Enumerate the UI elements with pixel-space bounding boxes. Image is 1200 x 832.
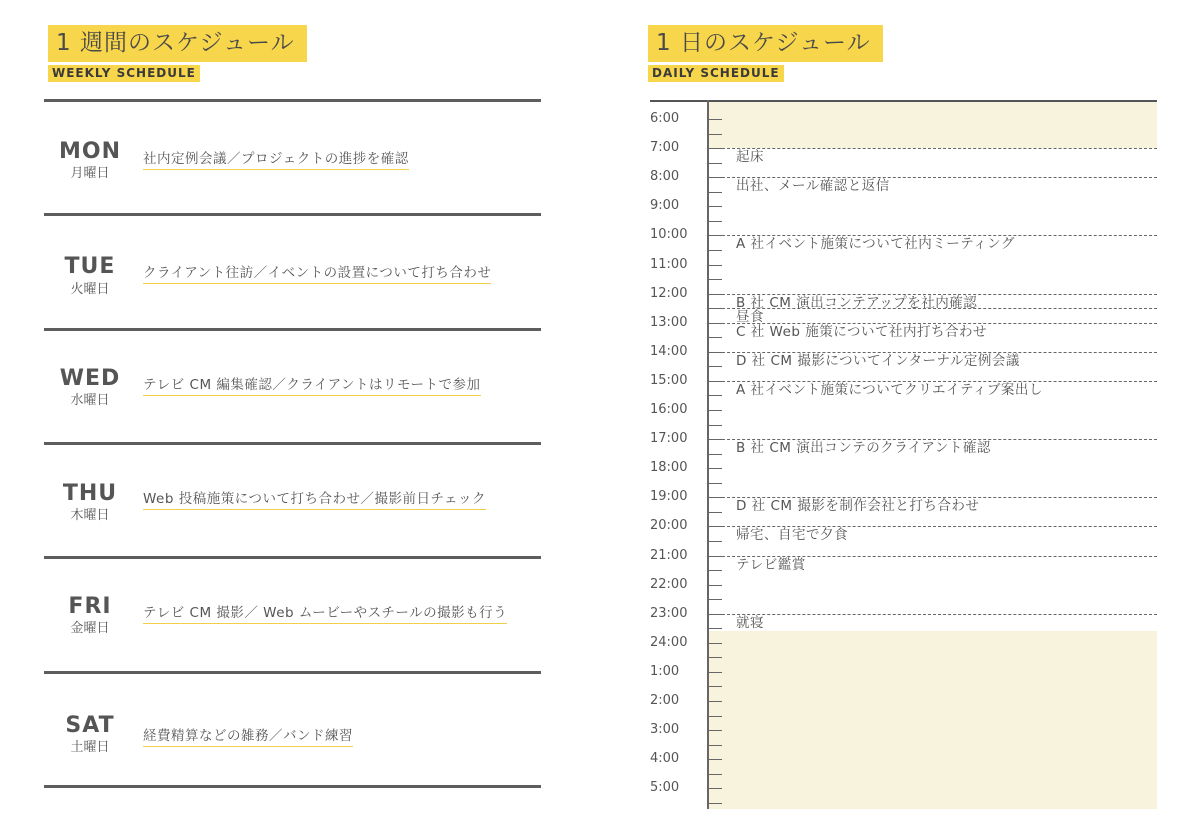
hour-label: 1:00 (650, 663, 680, 679)
hour-tick (709, 759, 722, 760)
half-hour-tick (709, 483, 722, 484)
half-hour-tick (709, 250, 722, 251)
daily-title: 1 日のスケジュール (648, 25, 883, 62)
day-label-fri: 金曜日 (70, 621, 110, 636)
hour-tick (709, 643, 722, 644)
half-hour-tick (709, 366, 722, 367)
event-separator (722, 148, 1157, 149)
half-hour-tick (709, 686, 722, 687)
day-label-tue: 火曜日 (70, 282, 110, 297)
hour-label: 6:00 (650, 111, 680, 126)
hour-tick (709, 352, 722, 353)
day-name-tue: TUE (64, 254, 116, 279)
hour-label: 3:00 (650, 722, 680, 738)
hour-label: 16:00 (650, 402, 688, 417)
hour-label: 4:00 (650, 751, 680, 767)
divider (44, 785, 541, 788)
schedule-event: A 社イベント施策について社内ミーティング (736, 236, 1015, 253)
hour-label: 14:00 (650, 343, 688, 359)
day-name-mon: MON (58, 139, 121, 164)
schedule-event: 帰宅、自宅で夕食 (736, 527, 848, 544)
schedule-event: A 社イベント施策についてクリエイティブ案出し (736, 381, 1043, 398)
hour-tick (709, 701, 722, 702)
daily-timeline (650, 100, 1157, 809)
hour-label: 12:00 (650, 285, 688, 301)
hour-label: 11:00 (650, 256, 688, 272)
hour-tick (709, 497, 722, 498)
daily-subtitle: DAILY SCHEDULE (648, 65, 784, 82)
schedule-event: 昼食 (736, 309, 764, 326)
hour-label: 10:00 (650, 227, 688, 243)
half-hour-tick (709, 541, 722, 542)
schedule-event: 出社、メール確認と返信 (736, 178, 890, 195)
hour-tick (709, 439, 722, 440)
divider (44, 213, 541, 216)
half-hour-tick (709, 337, 722, 338)
schedule-event: D 社 CM 撮影を制作会社と打ち合わせ (736, 498, 980, 515)
half-hour-tick (709, 716, 722, 717)
hour-tick (709, 381, 722, 382)
hour-tick (709, 410, 722, 411)
sleep-band-night (709, 631, 1157, 809)
weekly-subtitle: WEEKLY SCHEDULE (48, 65, 200, 82)
hour-tick (709, 614, 722, 615)
schedule-event: B 社 CM 演出コンテアップを社内確認 (736, 294, 978, 311)
hour-label: 21:00 (650, 547, 688, 563)
half-hour-tick (709, 134, 722, 135)
half-hour-tick (709, 163, 722, 164)
hour-tick (709, 119, 722, 120)
hour-label: 15:00 (650, 372, 688, 388)
half-hour-tick (709, 657, 722, 658)
hour-tick (709, 294, 722, 295)
hour-label: 13:00 (650, 314, 688, 330)
day-name-sat: SAT (65, 713, 115, 738)
hour-label: 17:00 (650, 431, 688, 447)
schedule-event: D 社 CM 撮影についてインターナル定例会議 (736, 352, 1020, 369)
half-hour-tick (709, 221, 722, 222)
schedule-event: 起床 (736, 149, 764, 166)
half-hour-tick (709, 599, 722, 600)
hour-tick (709, 730, 722, 731)
hour-label: 24:00 (650, 634, 688, 650)
event-separator (722, 308, 1157, 309)
day-task-sat: 経費精算などの雑務／バンド練習 (143, 727, 353, 747)
half-hour-tick (709, 279, 722, 280)
hour-tick (709, 265, 722, 266)
hour-tick (709, 788, 722, 789)
hour-tick (709, 235, 722, 236)
day-label-thu: 木曜日 (70, 508, 110, 523)
day-label-mon: 月曜日 (70, 166, 110, 181)
day-label-sat: 土曜日 (70, 740, 110, 755)
hour-tick (709, 177, 722, 178)
hour-label: 9:00 (650, 198, 680, 214)
day-name-wed: WED (59, 366, 121, 391)
divider (44, 556, 541, 559)
hour-label: 8:00 (650, 169, 680, 185)
hour-tick (709, 556, 722, 557)
hour-label: 20:00 (650, 518, 688, 534)
half-hour-tick (709, 512, 722, 513)
schedule-event: B 社 CM 演出コンテのクライアント確認 (736, 440, 991, 457)
hour-label: 19:00 (650, 489, 688, 505)
half-hour-tick (709, 395, 722, 396)
hour-tick (709, 323, 722, 324)
schedule-event: 就寝 (736, 614, 764, 631)
hour-tick (709, 148, 722, 149)
divider (44, 671, 541, 674)
half-hour-tick (709, 308, 722, 309)
day-name-thu: THU (62, 481, 118, 506)
hour-label: 22:00 (650, 576, 688, 592)
hour-label: 18:00 (650, 460, 688, 476)
hour-label: 5:00 (650, 780, 680, 796)
day-task-fri: テレビ CM 撮影／ Web ムービーやスチールの撮影も行う (143, 604, 507, 624)
half-hour-tick (709, 570, 722, 571)
half-hour-tick (709, 745, 722, 746)
event-separator (722, 614, 1157, 615)
day-task-tue: クライアント往訪／イベントの設置について打ち合わせ (143, 264, 491, 284)
hour-label: 7:00 (650, 140, 680, 156)
divider (44, 328, 541, 331)
schedule-event: テレビ鑑賞 (736, 556, 806, 573)
hour-tick (709, 526, 722, 527)
hour-tick (709, 206, 722, 207)
half-hour-tick (709, 425, 722, 426)
day-task-wed: テレビ CM 編集確認／クライアントはリモートで参加 (143, 376, 481, 396)
sleep-band-morning (709, 102, 1157, 148)
half-hour-tick (709, 803, 722, 804)
half-hour-tick (709, 192, 722, 193)
half-hour-tick (709, 628, 722, 629)
hour-tick (709, 585, 722, 586)
day-task-mon: 社内定例会議／プロジェクトの進捗を確認 (143, 150, 409, 170)
divider (44, 442, 541, 445)
divider (44, 99, 541, 102)
hour-tick (709, 672, 722, 673)
hour-label: 23:00 (650, 605, 688, 621)
day-task-thu: Web 投稿施策について打ち合わせ／撮影前日チェック (143, 490, 486, 510)
hour-tick (709, 468, 722, 469)
half-hour-tick (709, 774, 722, 775)
weekly-title: 1 週間のスケジュール (48, 25, 307, 62)
hour-label: 2:00 (650, 693, 680, 708)
day-label-wed: 水曜日 (70, 393, 110, 408)
schedule-event: C 社 Web 施策について社内打ち合わせ (736, 323, 987, 340)
half-hour-tick (709, 454, 722, 455)
day-name-fri: FRI (68, 594, 112, 619)
